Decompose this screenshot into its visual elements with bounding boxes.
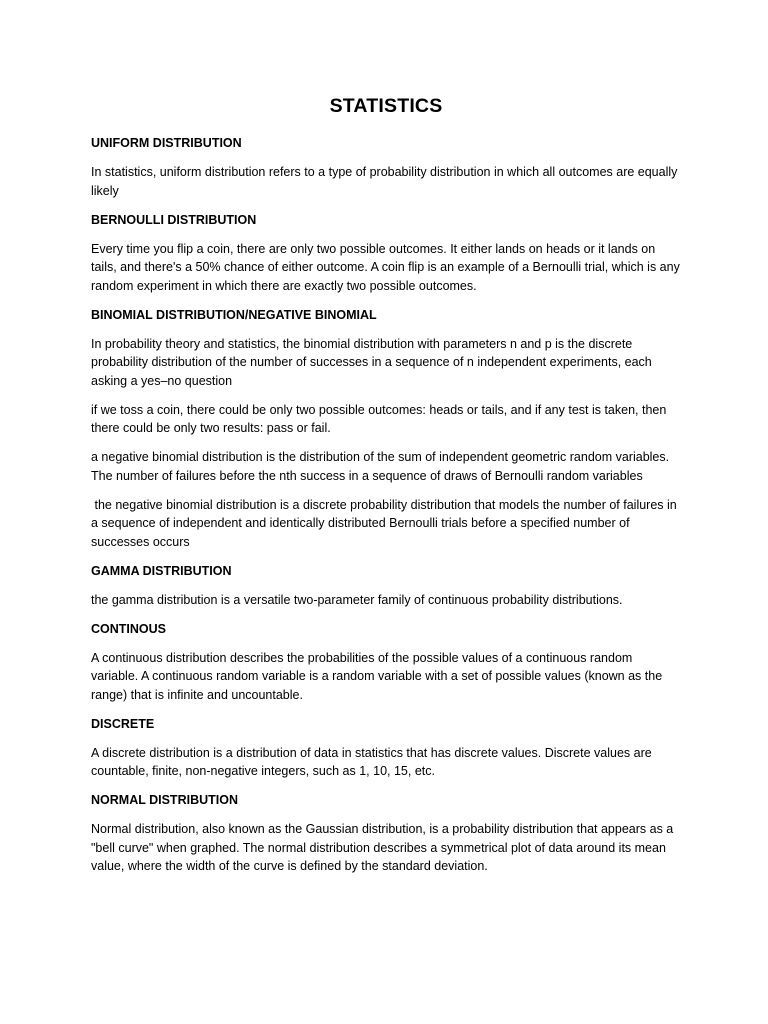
section-heading: BERNOULLI DISTRIBUTION xyxy=(91,212,257,227)
section-heading: DISCRETE xyxy=(91,716,155,731)
document-page xyxy=(91,92,684,886)
section-paragraph: if we toss a coin, there could be only two possible outcomes: heads or tails, and if any test is taken, then there could be only two results: pass or fail. xyxy=(91,402,670,435)
section-paragraph: A continuous distribution describes the probabilities of the possible values of a continuous random variable. A continuous random variable is a random variable with a set of possible values (known as the range) that is infinite and uncountable. xyxy=(91,650,666,702)
section-paragraph: Every time you flip a coin, there are only two possible outcomes. It either lands on heads or it lands on tails, and there's a 50% chance of either outcome. A coin flip is an example of a Bernoulli trial, which is any random experiment in which there are exactly two possible outcomes. xyxy=(91,241,684,293)
section-paragraph: In probability theory and statistics, the binomial distribution with parameters n and p is the discrete probability distribution of the number of successes in a sequence of n independent experiments, each asking a yes–no question xyxy=(91,336,656,388)
section-uniform-distribution xyxy=(91,134,681,200)
section-paragraph: the gamma distribution is a versatile two-parameter family of continuous probability distributions. xyxy=(91,592,623,607)
section-discrete xyxy=(91,715,681,781)
section-normal-distribution xyxy=(91,791,681,876)
section-paragraph: the negative binomial distribution is a discrete probability distribution that models the number of failures in a sequence of independent and identically distributed Bernoulli trials before a specified number of successes occurs xyxy=(91,497,681,549)
section-heading: GAMMA DISTRIBUTION xyxy=(91,563,232,578)
section-binomial-distribution xyxy=(91,306,681,552)
section-bernoulli-distribution xyxy=(91,211,684,296)
section-paragraph: Normal distribution, also known as the Gaussian distribution, is a probability distribution that appears as a "bell curve" when graphed. The normal distribution describes a symmetrical plot of data around its mean value, where the width of the curve is defined by the standard deviation. xyxy=(91,822,677,873)
section-paragraph: In statistics, uniform distribution refers to a type of probability distribution in which all outcomes are equally likely xyxy=(91,165,681,198)
section-heading: NORMAL DISTRIBUTION xyxy=(91,793,238,807)
document-title: STATISTICS xyxy=(329,95,443,117)
section-heading: BINOMIAL DISTRIBUTION/NEGATIVE BINOMIAL xyxy=(91,307,377,322)
section-gamma-distribution xyxy=(91,562,681,610)
section-paragraph: a negative binomial distribution is the distribution of the sum of independent geometric random variables. The number of failures before the nth success in a sequence of draws of Bernoulli random variables xyxy=(91,450,673,483)
section-heading: UNIFORM DISTRIBUTION xyxy=(91,136,242,150)
section-heading: CONTINOUS xyxy=(91,621,166,636)
section-continous xyxy=(91,620,681,705)
section-paragraph: A discrete distribution is a distribution of data in statistics that has discrete values. Discrete values are countable, finite, non-negative integers, such as 1, 10, 15, etc. xyxy=(91,745,656,778)
